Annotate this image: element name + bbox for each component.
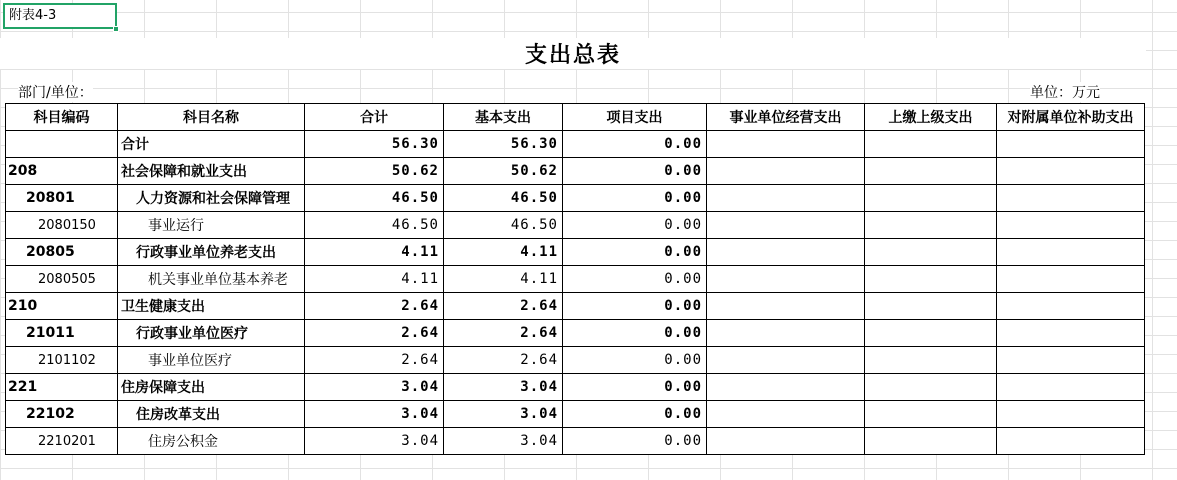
table-row: [6, 185, 1145, 212]
operating-cell[interactable]: [707, 131, 865, 158]
code-cell[interactable]: 221: [6, 374, 118, 401]
remit-cell[interactable]: [865, 293, 997, 320]
basic-cell[interactable]: 3.04: [444, 428, 563, 455]
code-cell[interactable]: 2080150: [6, 212, 118, 239]
remit-cell[interactable]: [865, 374, 997, 401]
project-cell[interactable]: 0.00: [563, 347, 707, 374]
sheet-title: 支出总表: [0, 38, 1146, 69]
code-cell[interactable]: [6, 131, 118, 158]
subsidy-cell[interactable]: [997, 239, 1145, 266]
department-label: 部门/单位：: [18, 82, 93, 102]
subsidy-cell[interactable]: [997, 158, 1145, 185]
expenditure-table: [5, 103, 1145, 455]
project-cell[interactable]: 0.00: [563, 266, 707, 293]
total-cell[interactable]: 4.11: [305, 266, 444, 293]
basic-cell[interactable]: 46.50: [444, 185, 563, 212]
code-cell[interactable]: 2080505: [6, 266, 118, 293]
header-cell[interactable]: 合计: [305, 104, 444, 131]
remit-cell[interactable]: [865, 401, 997, 428]
name-cell[interactable]: 住房公积金: [118, 428, 305, 455]
total-cell[interactable]: 56.30: [305, 131, 444, 158]
project-cell[interactable]: 0.00: [563, 185, 707, 212]
total-cell[interactable]: 2.64: [305, 293, 444, 320]
total-cell[interactable]: 2.64: [305, 320, 444, 347]
total-cell[interactable]: 3.04: [305, 401, 444, 428]
basic-cell[interactable]: 4.11: [444, 239, 563, 266]
total-cell[interactable]: 2.64: [305, 347, 444, 374]
name-cell[interactable]: 行政事业单位养老支出: [118, 239, 305, 266]
table-row: [6, 131, 1145, 158]
operating-cell[interactable]: [707, 347, 865, 374]
name-cell[interactable]: 住房改革支出: [118, 401, 305, 428]
subsidy-cell[interactable]: [997, 212, 1145, 239]
subsidy-cell[interactable]: [997, 428, 1145, 455]
table-row: [6, 347, 1145, 374]
remit-cell[interactable]: [865, 212, 997, 239]
unit-label: 单位：万元: [1030, 82, 1100, 102]
project-cell[interactable]: 0.00: [563, 239, 707, 266]
remit-cell[interactable]: [865, 239, 997, 266]
project-cell[interactable]: 0.00: [563, 428, 707, 455]
table-row: [6, 428, 1145, 455]
remit-cell[interactable]: [865, 131, 997, 158]
operating-cell[interactable]: [707, 374, 865, 401]
operating-cell[interactable]: [707, 239, 865, 266]
name-cell[interactable]: 事业单位医疗: [118, 347, 305, 374]
project-cell[interactable]: 0.00: [563, 293, 707, 320]
total-cell[interactable]: 3.04: [305, 374, 444, 401]
basic-cell[interactable]: 3.04: [444, 401, 563, 428]
code-cell[interactable]: 208: [6, 158, 118, 185]
code-cell[interactable]: 20801: [6, 185, 118, 212]
remit-cell[interactable]: [865, 428, 997, 455]
code-cell[interactable]: 22102: [6, 401, 118, 428]
project-cell[interactable]: 0.00: [563, 158, 707, 185]
code-cell[interactable]: 21011: [6, 320, 118, 347]
header-cell[interactable]: 对附属单位补助支出: [997, 104, 1145, 131]
table-row: [6, 158, 1145, 185]
basic-cell[interactable]: 2.64: [444, 347, 563, 374]
name-cell[interactable]: 社会保障和就业支出: [118, 158, 305, 185]
header-cell[interactable]: 基本支出: [444, 104, 563, 131]
subsidy-cell[interactable]: [997, 320, 1145, 347]
table-row: [6, 239, 1145, 266]
name-cell[interactable]: 卫生健康支出: [118, 293, 305, 320]
total-cell[interactable]: 46.50: [305, 212, 444, 239]
basic-cell[interactable]: 2.64: [444, 293, 563, 320]
operating-cell[interactable]: [707, 320, 865, 347]
code-cell[interactable]: 210: [6, 293, 118, 320]
total-cell[interactable]: 3.04: [305, 428, 444, 455]
selected-cell[interactable]: [3, 3, 117, 29]
total-cell[interactable]: 4.11: [305, 239, 444, 266]
subsidy-cell[interactable]: [997, 347, 1145, 374]
code-cell[interactable]: 2210201: [6, 428, 118, 455]
header-cell[interactable]: 科目编码: [6, 104, 118, 131]
basic-cell[interactable]: 50.62: [444, 158, 563, 185]
remit-cell[interactable]: [865, 347, 997, 374]
name-cell[interactable]: 事业运行: [118, 212, 305, 239]
header-cell[interactable]: 科目名称: [118, 104, 305, 131]
operating-cell[interactable]: [707, 401, 865, 428]
basic-cell[interactable]: 46.50: [444, 212, 563, 239]
remit-cell[interactable]: [865, 158, 997, 185]
operating-cell[interactable]: [707, 185, 865, 212]
operating-cell[interactable]: [707, 428, 865, 455]
name-cell[interactable]: 住房保障支出: [118, 374, 305, 401]
project-cell[interactable]: 0.00: [563, 320, 707, 347]
remit-cell[interactable]: [865, 185, 997, 212]
subsidy-cell[interactable]: [997, 374, 1145, 401]
subsidy-cell[interactable]: [997, 131, 1145, 158]
table-row: [6, 266, 1145, 293]
code-cell[interactable]: 20805: [6, 239, 118, 266]
header-row: [6, 104, 1145, 131]
header-cell[interactable]: 事业单位经营支出: [707, 104, 865, 131]
subsidy-cell[interactable]: [997, 401, 1145, 428]
header-cell[interactable]: 上缴上级支出: [865, 104, 997, 131]
project-cell[interactable]: 0.00: [563, 374, 707, 401]
name-cell[interactable]: 合计: [118, 131, 305, 158]
total-cell[interactable]: 50.62: [305, 158, 444, 185]
fill-handle[interactable]: [113, 26, 119, 32]
subsidy-cell[interactable]: [997, 185, 1145, 212]
operating-cell[interactable]: [707, 293, 865, 320]
basic-cell[interactable]: 2.64: [444, 320, 563, 347]
operating-cell[interactable]: [707, 212, 865, 239]
operating-cell[interactable]: [707, 266, 865, 293]
name-cell[interactable]: 行政事业单位医疗: [118, 320, 305, 347]
name-cell[interactable]: 机关事业单位基本养老: [118, 266, 305, 293]
basic-cell[interactable]: 4.11: [444, 266, 563, 293]
project-cell[interactable]: 0.00: [563, 131, 707, 158]
operating-cell[interactable]: [707, 158, 865, 185]
subsidy-cell[interactable]: [997, 266, 1145, 293]
project-cell[interactable]: 0.00: [563, 212, 707, 239]
project-cell[interactable]: 0.00: [563, 401, 707, 428]
table-row: [6, 212, 1145, 239]
total-cell[interactable]: 46.50: [305, 185, 444, 212]
code-cell[interactable]: 2101102: [6, 347, 118, 374]
header-cell[interactable]: 项目支出: [563, 104, 707, 131]
name-cell[interactable]: 人力资源和社会保障管理: [118, 185, 305, 212]
basic-cell[interactable]: 56.30: [444, 131, 563, 158]
table-row: [6, 374, 1145, 401]
table-row: [6, 320, 1145, 347]
subsidy-cell[interactable]: [997, 293, 1145, 320]
selected-cell-text: 附表4-3: [9, 8, 57, 23]
remit-cell[interactable]: [865, 266, 997, 293]
basic-cell[interactable]: 3.04: [444, 374, 563, 401]
table-row: [6, 401, 1145, 428]
table-row: [6, 293, 1145, 320]
remit-cell[interactable]: [865, 320, 997, 347]
